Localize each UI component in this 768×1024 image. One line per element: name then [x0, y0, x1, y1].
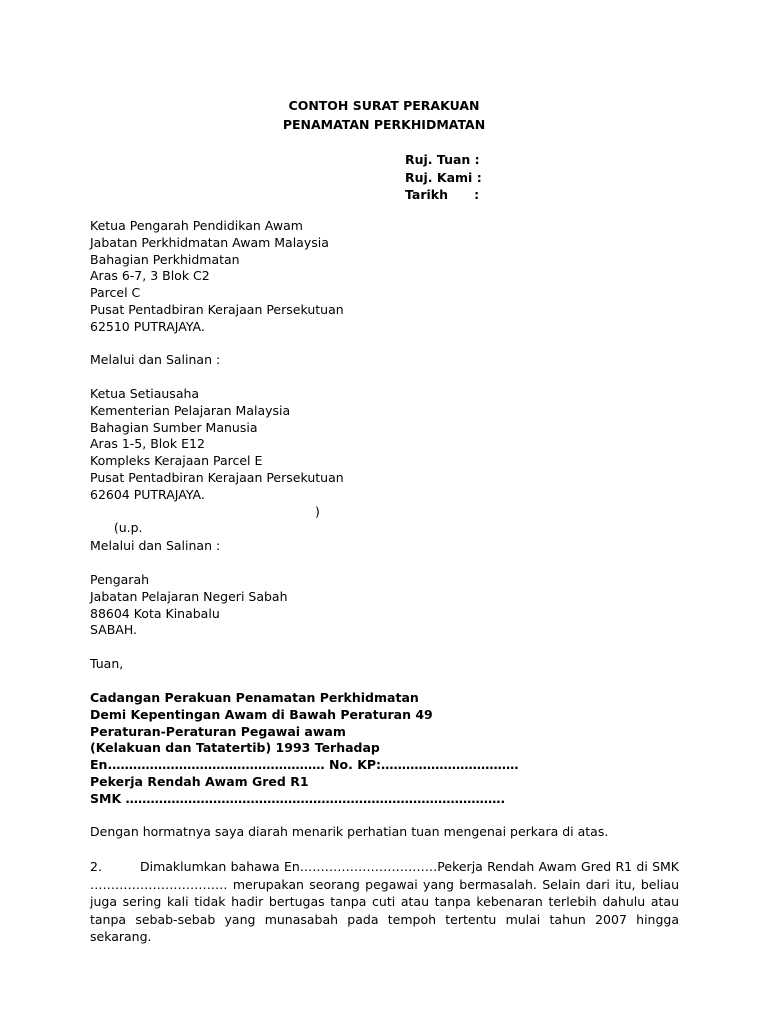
title-line-2: PENAMATAN PERKHIDMATAN [282, 117, 486, 132]
address-line: 62510 PUTRAJAYA. [90, 318, 205, 334]
address-line: Jabatan Pelajaran Negeri Sabah [90, 588, 288, 604]
subject-line: Pekerja Rendah Awam Gred R1 [90, 773, 309, 789]
address-line: Bahagian Sumber Manusia [90, 419, 258, 435]
paragraph-text: Dimaklumkan bahawa En……………………………Pekerja Rendah Awam Gred R1 di SMK …………………………… merupakan seorang pegawai yang bermasalah. Selain dari itu, beliau juga sering kali tidak hadir bertugas tanpa cuti atau tanpa kebenaran terlebih dahulu atau tanpa sebab-sebab yang munasabah pada tempoh tertentu mulai tahun 2007 hingga sekarang. [90, 859, 679, 944]
subject-block [90, 690, 690, 808]
paragraph-number: 2. [90, 859, 102, 874]
address-line: Jabatan Perkhidmatan Awam Malaysia [90, 234, 329, 250]
address-line: Pusat Pentadbiran Kerajaan Persekutuan [90, 469, 344, 485]
via-label-2 [90, 538, 690, 555]
address-line: Aras 6-7, 3 Blok C2 [90, 268, 210, 284]
ref-tarikh: Tarikh : [405, 187, 480, 202]
address-line: Bahagian Perkhidmatan [90, 251, 240, 267]
address-line: Pusat Pentadbiran Kerajaan Persekutuan [90, 301, 344, 317]
attention-open: (u.p. [113, 520, 143, 536]
opening-sentence [90, 824, 690, 841]
address-line: Ketua Pengarah Pendidikan Awam [90, 218, 303, 233]
subject-line: Cadangan Perakuan Penamatan Perkhidmatan [90, 690, 419, 705]
subject-line: En.…………………………………………… No. KP:…………………………… [90, 757, 519, 773]
address-line: 62604 PUTRAJAYA. [90, 486, 205, 502]
address-line: Kompleks Kerajaan Parcel E [90, 453, 263, 469]
ref-tuan: Ruj. Tuan : [405, 152, 480, 167]
address-line: 88604 Kota Kinabalu [90, 605, 220, 621]
subject-line: Demi Kepentingan Awam di Bawah Peraturan 49 [90, 706, 433, 722]
opening-text: Dengan hormatnya saya diarah menarik perhatian tuan mengenai perkara di atas. [90, 824, 609, 839]
title-line-1: CONTOH SURAT PERAKUAN [288, 98, 480, 113]
document-title [0, 98, 768, 136]
subject-line: (Kelakuan dan Tatatertib) 1993 Terhadap [90, 740, 380, 756]
via-label-1 [90, 352, 690, 369]
address-line: Parcel C [90, 285, 141, 301]
salutation-text: Tuan, [90, 656, 124, 671]
via-label-text: Melalui dan Salinan : [90, 538, 221, 553]
address-line: Kementerian Pelajaran Malaysia [90, 402, 291, 418]
subject-line: SMK ………………………………………………………………………………. [90, 790, 506, 806]
reference-block [405, 152, 482, 205]
address-line: SABAH. [90, 622, 137, 638]
via-address-2 [90, 572, 690, 639]
via-label-text: Melalui dan Salinan : [90, 352, 221, 367]
ref-kami: Ruj. Kami : [405, 169, 482, 185]
address-line: Ketua Setiausaha [90, 386, 200, 401]
attention-close: ) [315, 503, 320, 519]
via-address-1 [90, 386, 690, 536]
recipient-address [90, 218, 690, 336]
address-line: Aras 1-5, Blok E12 [90, 436, 205, 452]
attention-line [90, 503, 690, 536]
paragraph-2 [90, 858, 679, 946]
address-line: Pengarah [90, 572, 150, 587]
salutation [90, 656, 690, 673]
subject-line: Peraturan-Peraturan Pegawai awam [90, 723, 346, 739]
